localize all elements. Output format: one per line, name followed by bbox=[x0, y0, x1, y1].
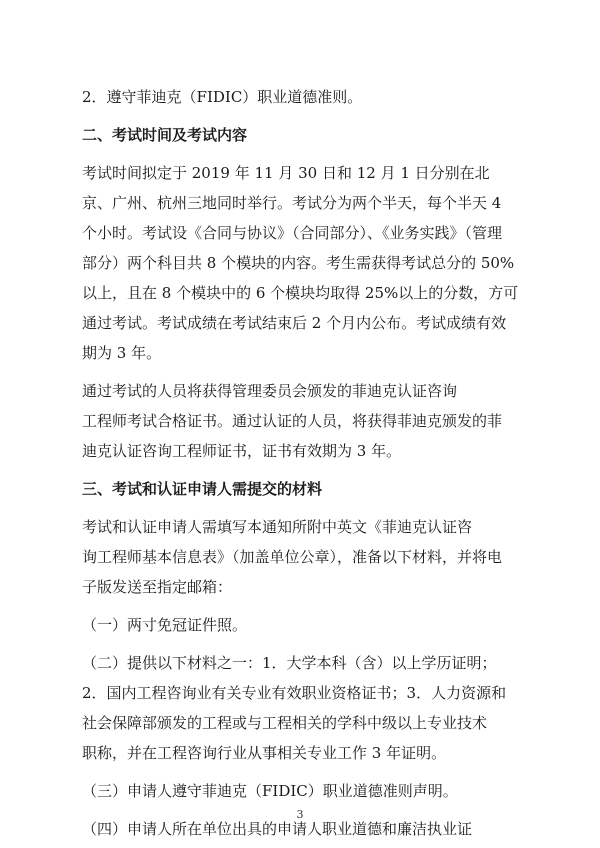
list-item-ethics-statement: （三）申请人遵守菲迪克（FIDIC）职业道德准则声明。 bbox=[82, 782, 458, 800]
text-line: 工程师考试合格证书。通过认证的人员，将获得菲迪克颁发的菲 bbox=[82, 412, 503, 430]
section-heading-materials: 三、考试和认证申请人需提交的材料 bbox=[82, 480, 323, 498]
text-line: 职称，并在工程咨询行业从事相关专业工作 3 年证明。 bbox=[82, 744, 447, 762]
paragraph-materials-intro bbox=[82, 512, 520, 602]
paragraph-certificate bbox=[82, 376, 520, 466]
list-item-fidic-ethics: 2．遵守菲迪克（FIDIC）职业道德准则。 bbox=[82, 88, 363, 106]
text-line: 部分）两个科目共 8 个模块的内容。考生需获得考试总分的 50% bbox=[82, 254, 515, 272]
section-heading-exam-time: 二、考试时间及考试内容 bbox=[82, 126, 248, 144]
list-item-qualification bbox=[82, 648, 520, 768]
text-line: 京、广州、杭州三地同时举行。考试分为两个半天，每个半天 4 bbox=[82, 194, 502, 212]
document-body bbox=[82, 82, 520, 844]
text-line: 考试和认证申请人需填写本通知所附中英文《菲迪克认证咨 bbox=[82, 518, 473, 536]
text-line: 通过考试的人员将获得管理委员会颁发的菲迪克认证咨询 bbox=[82, 382, 458, 400]
text-line: 2．国内工程咨询业有关专业有效职业资格证书；3．人力资源和 bbox=[82, 684, 507, 702]
text-line: 询工程师基本信息表》（加盖单位公章），准备以下材料，并将电 bbox=[82, 548, 503, 566]
list-item-employer-certificate: （四）申请人所在单位出具的申请人职业道德和廉洁执业证 bbox=[82, 820, 473, 838]
list-item-photo: （一）两寸免冠证件照。 bbox=[82, 616, 248, 634]
text-line: 社会保障部颁发的工程或与工程相关的学科中级以上专业技术 bbox=[82, 714, 488, 732]
text-line: 以上，且在 8 个模块中的 6 个模块均取得 25%以上的分数，方可 bbox=[82, 284, 519, 302]
text-line: 子版发送至指定邮箱： bbox=[82, 578, 233, 596]
paragraph-exam-time bbox=[82, 158, 520, 368]
text-line: 考试时间拟定于 2019 年 11 月 30 日和 12 月 1 日分别在北 bbox=[82, 164, 490, 182]
text-line: （二）提供以下材料之一：1．大学本科（含）以上学历证明； bbox=[82, 654, 497, 672]
text-line: 期为 3 年。 bbox=[82, 344, 162, 362]
text-line: 通过考试。考试成绩在考试结束后 2 个月内公布。考试成绩有效 bbox=[82, 314, 507, 332]
page-number: 3 bbox=[296, 808, 304, 821]
text-line: 迪克认证咨询工程师证书，证书有效期为 3 年。 bbox=[82, 442, 402, 460]
text-line: 个小时。考试设《合同与协议》（合同部分）、《业务实践》（管理 bbox=[82, 224, 503, 242]
